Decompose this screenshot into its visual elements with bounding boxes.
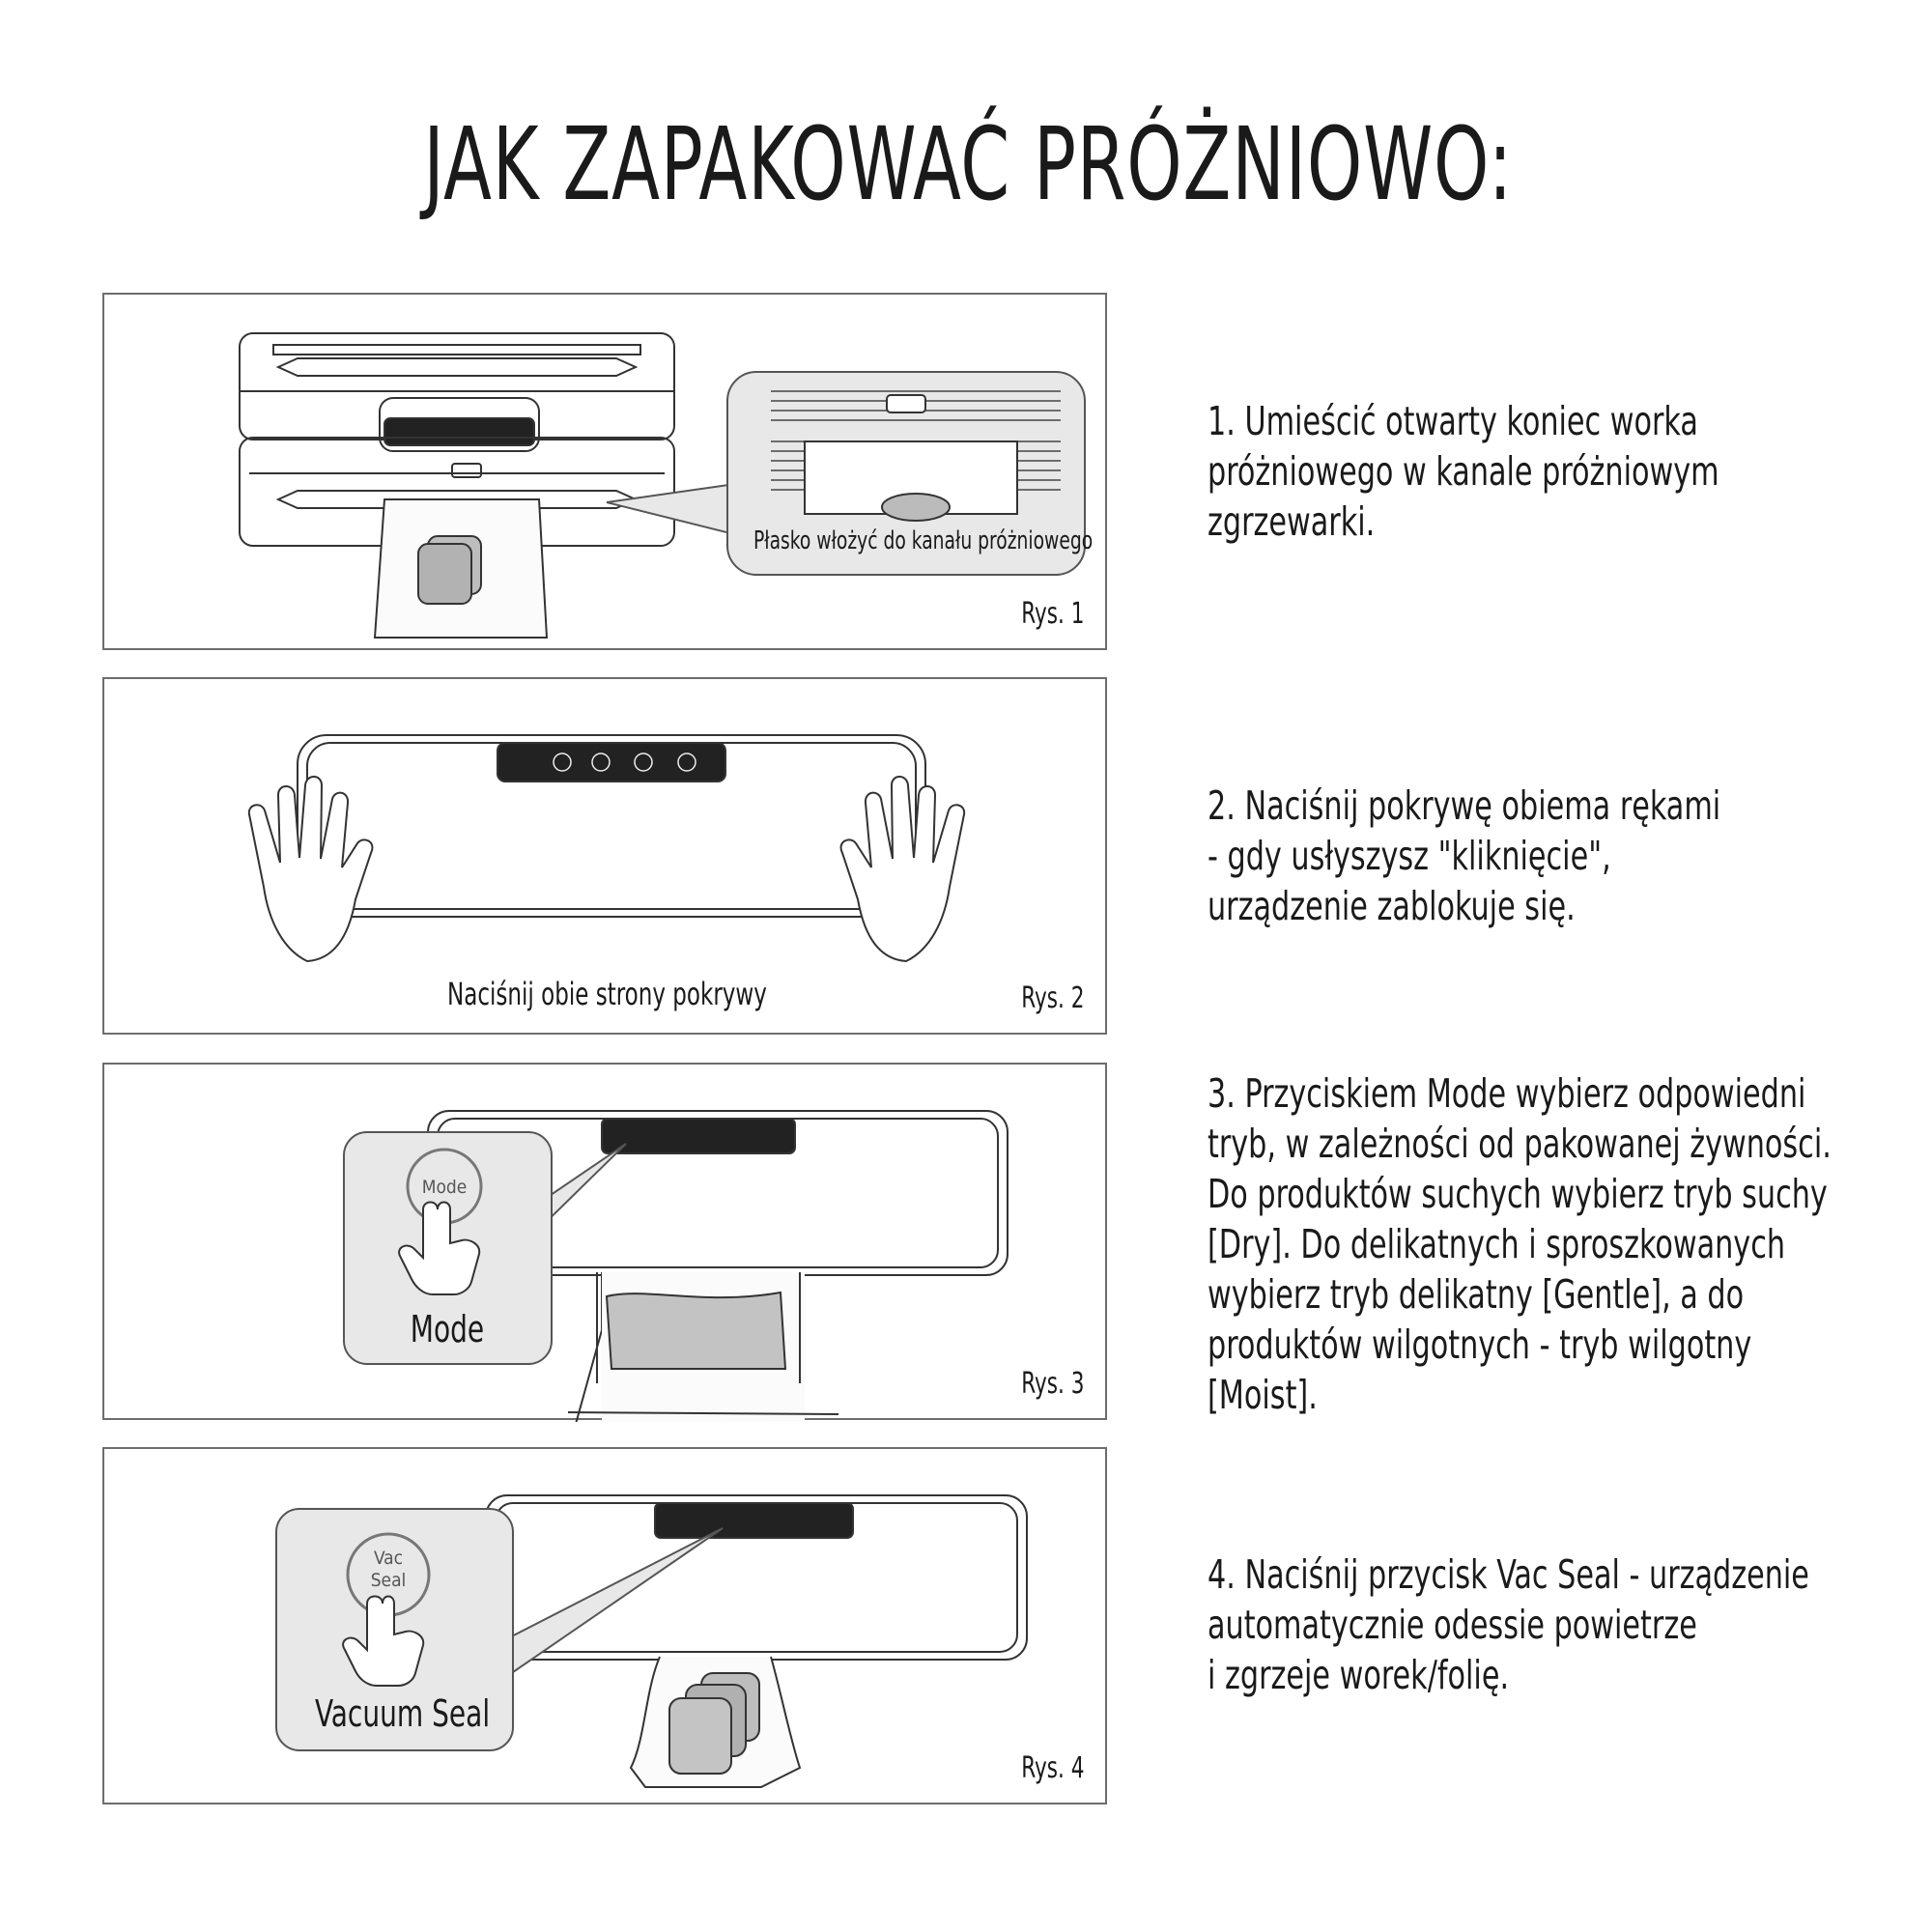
figure-1-label: Rys. 1 xyxy=(1020,597,1084,631)
figure-1-callout: Płasko włożyć do kanału próżniowego xyxy=(753,526,1094,555)
step-4-line: 4. Naciśnij przycisk Vac Seal - urządzenie xyxy=(1208,1551,1809,1598)
step-4-line: i zgrzeje worek/folię. xyxy=(1208,1652,1510,1698)
step-1-line: próżniowego w kanale próżniowym xyxy=(1208,448,1719,495)
mode-button-illustration xyxy=(104,1065,1109,1422)
step-4-line: automatycznie odessie powietrze xyxy=(1208,1602,1697,1648)
figure-2-label: Rys. 2 xyxy=(1020,981,1084,1015)
step-3-line: tryb, w zależności od pakowanej żywności. xyxy=(1208,1121,1832,1167)
step-1-line: 1. Umieścić otwarty koniec worka xyxy=(1208,398,1698,444)
step-2-line: urządzenie zablokuje się. xyxy=(1208,883,1576,929)
vac-seal-button-illustration xyxy=(104,1449,1109,1806)
figure-1-panel xyxy=(102,293,1107,650)
step-3-text xyxy=(1208,1068,1864,1420)
figure-3-panel xyxy=(102,1063,1107,1420)
vacuum-sealer-open-illustration xyxy=(104,295,1109,652)
figure-2-panel xyxy=(102,677,1107,1035)
step-1-line: zgrzewarki. xyxy=(1208,498,1376,545)
step-3-line: wybierz tryb delikatny [Gentle], a do xyxy=(1208,1271,1745,1318)
figure-4-label: Rys. 4 xyxy=(1020,1751,1084,1785)
step-3-line: Do produktów suchych wybierz tryb suchy xyxy=(1208,1171,1828,1217)
mode-callout-label: Mode xyxy=(410,1308,485,1350)
vac-seal-button-text-1: Vac xyxy=(373,1548,404,1569)
step-3-line: [Moist]. xyxy=(1208,1372,1318,1418)
step-2-text xyxy=(1208,781,1864,931)
page-title: JAK ZAPAKOWAĆ PRÓŻNIOWO: xyxy=(423,105,1514,223)
step-2-line: 2. Naciśnij pokrywę obiema rękami xyxy=(1208,782,1721,829)
step-3-line: [Dry]. Do delikatnych i sproszkowanych xyxy=(1208,1221,1786,1267)
vac-seal-button-text-2: Seal xyxy=(370,1570,407,1591)
step-3-line: produktów wilgotnych - tryb wilgotny xyxy=(1208,1321,1752,1368)
step-1-text xyxy=(1208,396,1864,547)
vac-seal-callout-label: Vacuum Seal xyxy=(315,1692,491,1735)
figure-3-label: Rys. 3 xyxy=(1020,1367,1084,1401)
step-2-line: - gdy usłyszysz "kliknięcie", xyxy=(1208,833,1611,879)
figure-4-panel xyxy=(102,1447,1107,1804)
mode-button-text: Mode xyxy=(421,1177,468,1198)
step-4-text xyxy=(1208,1549,1864,1700)
figure-2-caption: Naciśnij obie strony pokrywy xyxy=(447,976,767,1012)
step-3-line: 3. Przyciskiem Mode wybierz odpowiedni xyxy=(1208,1070,1806,1117)
